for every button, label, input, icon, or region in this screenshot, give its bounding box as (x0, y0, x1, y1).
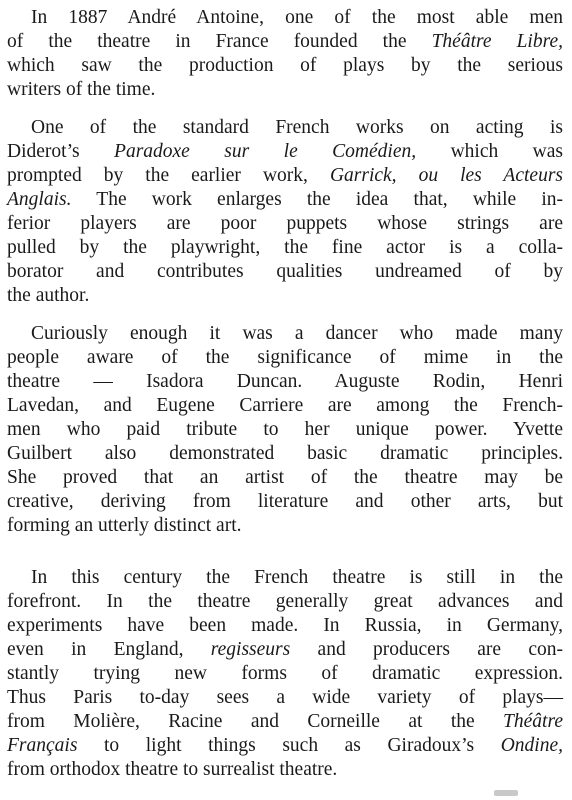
text-line (7, 164, 563, 188)
text-run: borator and contributes qualities undreamed of by (7, 261, 563, 282)
text-line (7, 30, 563, 54)
text-run: Curiously enough it was a dancer who made many (31, 323, 563, 344)
text-line (7, 442, 563, 466)
text-run: In 1887 André Antoine, one of the most able men (31, 7, 563, 28)
text-run: prompted by the earlier work, (7, 165, 330, 186)
text-run: ferior players are poor puppets whose strings are (7, 213, 563, 234)
text-line (7, 734, 563, 758)
italic-title: Théâtre (503, 711, 563, 732)
text-line (7, 188, 563, 212)
text-line (31, 322, 563, 346)
text-run: which was (416, 141, 563, 162)
text-line (7, 514, 242, 538)
text-run: forefront. In the theatre generally great advances and (7, 591, 563, 612)
text-run: from Molière, Racine and Corneille at the (7, 711, 504, 732)
text-run: creative, deriving from literature and other arts, but (7, 491, 563, 512)
text-run: from orthodox theatre to surrealist theatre. (7, 759, 338, 780)
text-run: and producers are con- (290, 639, 563, 660)
text-run: the author. (7, 285, 90, 306)
text-line (7, 466, 563, 490)
text-line (7, 212, 563, 236)
text-run: men who paid tribute to her unique power. Yvette (7, 419, 563, 440)
italic-title: Théâtre Libre, (431, 31, 563, 52)
text-run: experiments have been made. In Russia, in Germany, (7, 615, 563, 636)
italic-title: Garrick, ou les Acteurs (329, 165, 564, 186)
text-run: One of the standard French works on acting is (31, 117, 563, 138)
italic-title: Paradoxe sur le Comédien, (114, 141, 417, 162)
text-line (7, 490, 563, 514)
text-run: pulled by the playwright, the fine actor is a colla- (7, 237, 563, 258)
text-line (7, 236, 563, 260)
text-line (7, 78, 155, 102)
text-line (7, 710, 563, 734)
text-run: people aware of the significance of mime in the (7, 347, 563, 368)
text-line (7, 140, 563, 164)
text-run: to light things such as Giradoux’s (77, 735, 501, 756)
text-line (7, 614, 563, 638)
italic-title: Français (7, 735, 78, 756)
text-run: writers of the time. (7, 79, 156, 100)
italic-title: Anglais. (7, 189, 72, 210)
text-run: In this century the French theatre is still in the (31, 567, 563, 588)
text-run: forming an utterly distinct art. (7, 515, 242, 536)
text-line (31, 116, 563, 140)
text-line (7, 418, 563, 442)
text-run: Thus Paris to-day sees a wide variety of plays— (7, 687, 563, 708)
italic-title: Ondine, (500, 735, 563, 756)
text-run: stantly trying new forms of dramatic expression. (7, 663, 563, 684)
text-line (31, 566, 563, 590)
text-line (7, 284, 89, 308)
text-line (7, 590, 563, 614)
text-run: theatre — Isadora Duncan. Auguste Rodin, Henri (7, 371, 563, 392)
text-line (7, 260, 563, 284)
text-run: Diderot’s (7, 141, 115, 162)
text-run: of the theatre in France founded the (7, 31, 432, 52)
text-run: She proved that an artist of the theatre may be (7, 467, 563, 488)
text-line (7, 394, 563, 418)
text-line (7, 370, 563, 394)
text-line (7, 662, 563, 686)
text-line (7, 346, 563, 370)
text-run: Lavedan, and Eugene Carriere are among the French- (7, 395, 563, 416)
italic-title: regisseurs (210, 639, 291, 660)
text-line (7, 758, 337, 782)
text-run: The work enlarges the idea that, while in- (71, 189, 563, 210)
text-run: Guilbert also demonstrated basic dramatic principles. (7, 443, 563, 464)
text-line (7, 638, 563, 662)
text-line (31, 6, 563, 30)
text-line (7, 686, 563, 710)
text-run: even in England, (7, 639, 211, 660)
page-edge-mark (494, 790, 518, 796)
text-run: which saw the production of plays by the serious (7, 55, 563, 76)
text-line (7, 54, 563, 78)
